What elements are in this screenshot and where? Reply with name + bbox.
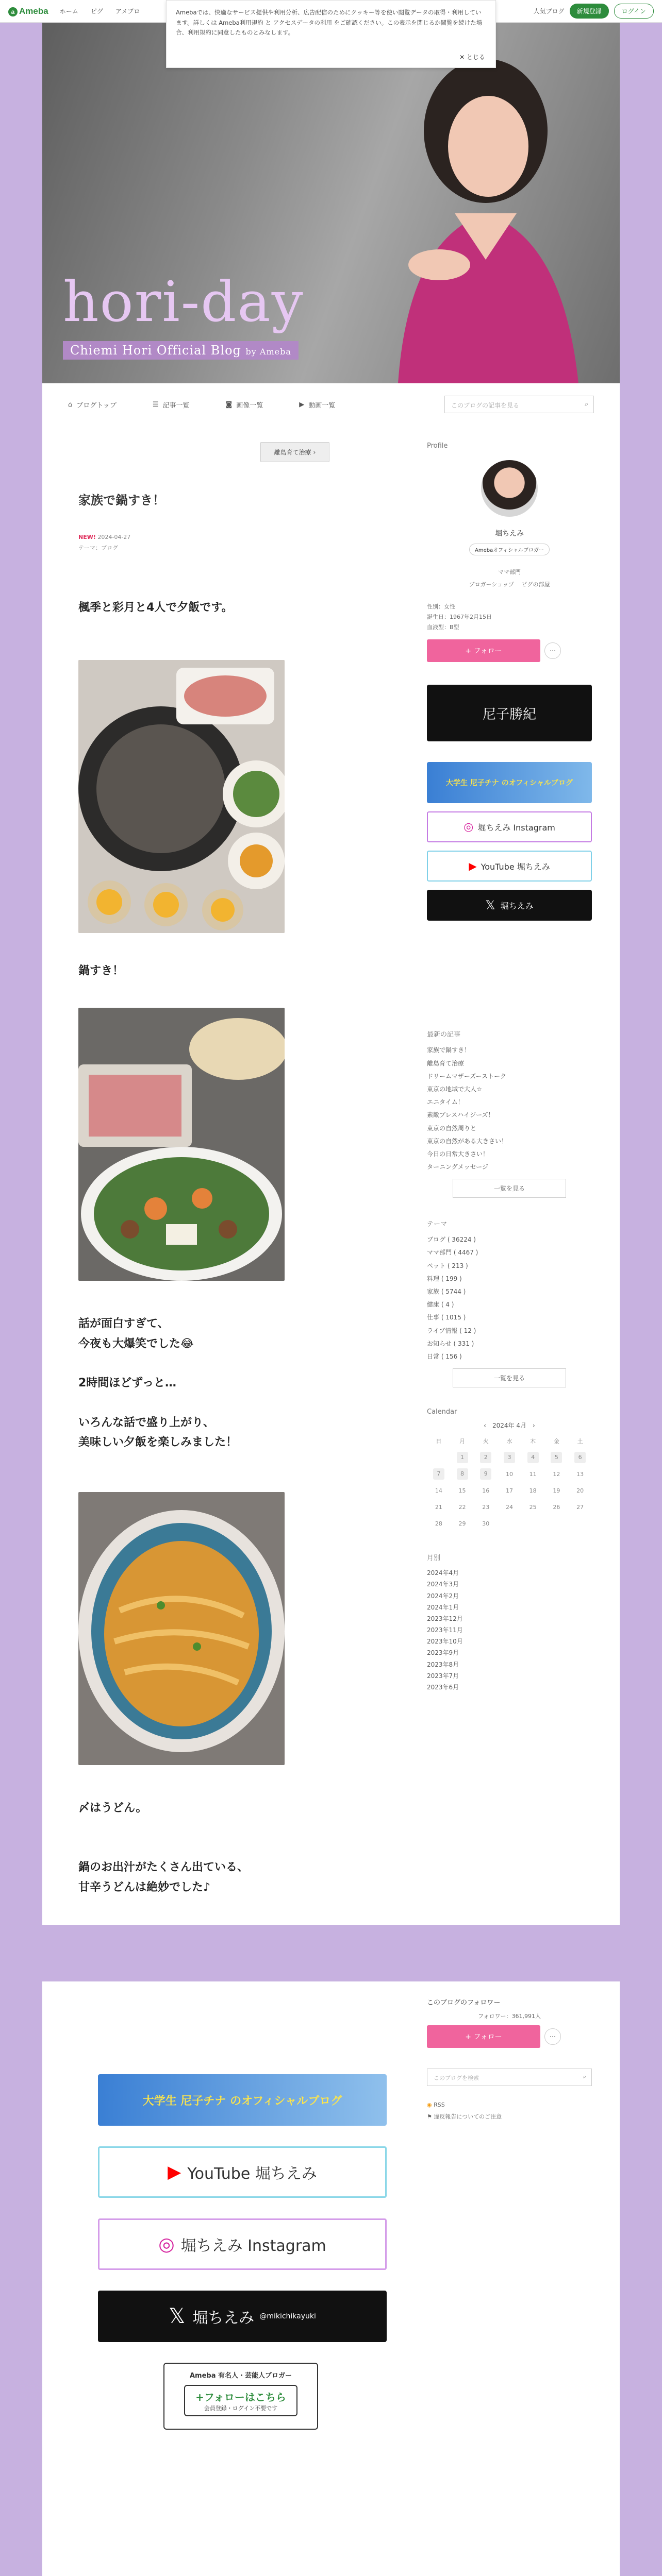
- search-icon: ⌕: [585, 400, 588, 408]
- x-banner[interactable]: 𝕏 堀ちえみ: [427, 890, 592, 921]
- entry-photo-3[interactable]: [78, 1492, 285, 1765]
- profile-info: 性別：女性 誕生日：1967年2月15日 血液型：B型: [427, 603, 492, 631]
- theme-item[interactable]: ブログ ( 36224 ): [427, 1236, 476, 1244]
- recent-item[interactable]: 家族で鍋すき！: [427, 1046, 471, 1054]
- login-button[interactable]: ログイン: [614, 4, 654, 19]
- archive-item[interactable]: 2024年1月: [427, 1603, 459, 1611]
- themes-list: [427, 1233, 592, 1363]
- entry-photo-2[interactable]: [78, 1008, 285, 1281]
- rss-icon: ◉: [427, 2102, 432, 2108]
- youtube-icon: ▶: [168, 2162, 181, 2182]
- cookie-notice: [166, 0, 496, 68]
- profile-avatar[interactable]: [481, 460, 538, 517]
- recent-item[interactable]: 東京の地域で大人☆: [427, 1085, 482, 1093]
- calendar-day[interactable]: 4: [521, 1449, 545, 1466]
- content-area-upper: [42, 426, 620, 1925]
- theme-item[interactable]: 家族 ( 5744 ): [427, 1288, 466, 1296]
- ameba-follow-banner[interactable]: Ameba 有名人・芸能人ブロガー +フォローはこちら 会員登録・ログイン不要です: [163, 2363, 318, 2430]
- calendar-day[interactable]: 7: [427, 1466, 451, 1482]
- blog-title: hori-day: [63, 270, 304, 334]
- entry-paragraph-4: 〆はうどん。: [78, 1802, 147, 1815]
- archive-item[interactable]: 2024年4月: [427, 1569, 459, 1577]
- recent-item[interactable]: 今日の日常大きさい！: [427, 1150, 489, 1158]
- archive-list: [427, 1567, 592, 1693]
- calendar-day[interactable]: 2: [474, 1449, 498, 1466]
- archive-item[interactable]: 2024年3月: [427, 1581, 459, 1588]
- udon-illustration: [78, 1492, 285, 1765]
- cookie-notice-text: Amebaでは、快適なサービス提供や利用分析、広告配信のためにクッキー等を使い閲覧データの取得・利用しています。詳しくは Ameba利用規約 と アクセスデータの利用 をご確認ください。この表示を閉じるか閲覧を続けた場合、利用規約に同意したものとみなします。: [176, 9, 483, 37]
- footer-x-banner[interactable]: 𝕏 堀ちえみ @mikichikayuki: [98, 2291, 387, 2342]
- footer-instagram-banner[interactable]: ◎ 堀ちえみ Instagram: [98, 2218, 387, 2270]
- archive-item[interactable]: 2023年12月: [427, 1615, 463, 1622]
- calendar-heading: Calendar: [427, 1408, 457, 1416]
- report-link[interactable]: ⚑ 違反報告についてのご注意: [427, 2113, 502, 2120]
- archive-item[interactable]: 2023年8月: [427, 1660, 459, 1668]
- flag-icon: ⚑: [427, 2113, 432, 2120]
- entry-paragraph-1: 楓季と彩月と4人で夕飯です。: [78, 601, 233, 614]
- blogger-shop-link[interactable]: ブロガーショップ: [469, 581, 515, 588]
- themes-heading: テーマ: [427, 1221, 448, 1229]
- entry-main: [78, 442, 439, 618]
- ameba-logo[interactable]: a Ameba: [8, 6, 48, 16]
- footer-youtube-banner[interactable]: ▶ YouTube 堀ちえみ: [98, 2146, 387, 2198]
- sidebar-search-input[interactable]: このブログを検索 ⌕: [427, 2069, 592, 2086]
- recent-list: [427, 1044, 592, 1174]
- instagram-icon: ◎: [158, 2233, 175, 2255]
- calendar-day[interactable]: 8: [451, 1466, 474, 1482]
- nav-video-list[interactable]: ▶ 動画一覧: [299, 400, 336, 410]
- entry-theme-link[interactable]: テーマ：ブログ: [78, 545, 118, 551]
- archive-heading: 月別: [427, 1554, 441, 1563]
- follower-follow-button[interactable]: + フォロー: [427, 2025, 540, 2048]
- youtube-banner[interactable]: ▶ YouTube 堀ちえみ: [427, 851, 592, 882]
- blog-search-input[interactable]: このブログの記事を見る ⌕: [444, 396, 594, 413]
- official-blog-banner[interactable]: 大学生 尼子チナ のオフィシャルブログ: [427, 762, 592, 803]
- calendar: ‹ 2024年 4月 › 日 月 火 水 木 金 土 1 2 3 4 5 6 7 8 9 10 11 12 13 14 15 16 17 18 19 20 21 22 23 24 25 26 27 28 29 30: [427, 1421, 592, 1532]
- archive-item[interactable]: 2023年7月: [427, 1672, 459, 1680]
- theme-item[interactable]: 健康 ( 4 ): [427, 1301, 454, 1309]
- entry-paragraph-2: 鍋すき！: [78, 964, 124, 977]
- archive-item[interactable]: 2023年10月: [427, 1638, 463, 1646]
- follower-heading: このブログのフォロワー: [427, 1999, 501, 2007]
- header-portrait: [367, 43, 584, 383]
- theme-item[interactable]: お知らせ ( 331 ): [427, 1340, 474, 1347]
- calendar-month: 2024年 4月: [492, 1422, 526, 1430]
- more-options-icon[interactable]: ⋯: [544, 642, 561, 659]
- theme-item[interactable]: 日常 ( 156 ): [427, 1352, 462, 1360]
- nav-home[interactable]: ホーム: [59, 8, 78, 15]
- popular-blogs-link[interactable]: 人気ブログ: [533, 8, 565, 15]
- theme-item[interactable]: 料理 ( 199 ): [427, 1275, 462, 1282]
- official-blogger-badge: Amebaオフィシャルブロガー: [469, 544, 550, 555]
- search-icon: ⌕: [583, 2073, 586, 2080]
- recent-heading: 最新の記事: [427, 1031, 461, 1039]
- entry-paragraph-3: 話が面白すぎて、 今夜も大爆笑でした😂 2時間ほどずっと… いろんな話で盛り上がり、 美味しい夕飯を楽しみました！: [78, 1317, 238, 1449]
- calendar-next-icon[interactable]: ›: [533, 1422, 535, 1430]
- youtube-icon: ▶: [469, 860, 477, 873]
- recent-item[interactable]: 東京の自然がある大きさい！: [427, 1137, 508, 1145]
- profile-name[interactable]: 堀ちえみ: [495, 530, 524, 538]
- archive-item[interactable]: 2023年6月: [427, 1684, 459, 1691]
- nav-image-list[interactable]: ◙ 画像一覧: [225, 400, 263, 410]
- calendar-day[interactable]: 1: [451, 1449, 474, 1466]
- calendar-day[interactable]: 6: [568, 1449, 592, 1466]
- more-options-icon[interactable]: ⋯: [544, 2028, 561, 2045]
- recent-item[interactable]: エニタイム！: [427, 1098, 464, 1106]
- signup-button[interactable]: 新規登録: [570, 4, 609, 19]
- entry-photo-1[interactable]: [78, 660, 285, 933]
- instagram-banner[interactable]: ◎ 堀ちえみ Instagram: [427, 811, 592, 842]
- recent-item[interactable]: 素敵ブレスハイジーズ！: [427, 1111, 494, 1119]
- x-icon: 𝕏: [485, 898, 495, 913]
- nabe-ingredients-illustration: [78, 1008, 285, 1281]
- profile-heading: Profile: [427, 442, 448, 450]
- video-icon: ▶: [299, 400, 305, 409]
- nav-entry-list[interactable]: ☰ 記事一覧: [152, 400, 190, 410]
- prev-entry-button[interactable]: 離島育て治療 ›: [260, 442, 330, 462]
- theme-item[interactable]: 仕事 ( 1015 ): [427, 1314, 466, 1321]
- nav-ameblo[interactable]: アメブロ: [115, 8, 140, 15]
- book-banner[interactable]: 尼子勝紀: [427, 685, 592, 741]
- nav-pigg[interactable]: ピグ: [90, 8, 103, 15]
- content-area-lower: [42, 1981, 620, 2576]
- blog-subtitle: Chiemi Hori Official Blog by Ameba: [63, 341, 299, 360]
- calendar-day[interactable]: 5: [545, 1449, 569, 1466]
- theme-item[interactable]: ペット ( 213 ): [427, 1262, 468, 1269]
- calendar-day[interactable]: 9: [474, 1466, 498, 1482]
- x-icon: 𝕏: [169, 2304, 186, 2328]
- cookie-notice-close-button[interactable]: ✕ とじる: [459, 53, 485, 61]
- sidebar-lower: [427, 1997, 592, 2121]
- global-nav: [60, 7, 151, 15]
- calendar-prev-icon[interactable]: ‹: [484, 1422, 486, 1430]
- instagram-icon: ◎: [464, 820, 474, 834]
- footer-official-blog-banner[interactable]: 大学生 尼子チナ のオフィシャルブログ: [98, 2074, 387, 2126]
- rss-link[interactable]: ◉ RSS: [427, 2102, 445, 2108]
- camera-icon: ◙: [225, 400, 233, 409]
- recent-more-button[interactable]: 一覧を見る: [453, 1179, 566, 1198]
- blog-header[interactable]: [42, 23, 620, 383]
- list-icon: ☰: [152, 400, 159, 409]
- archive-item[interactable]: 2023年9月: [427, 1649, 459, 1657]
- theme-item[interactable]: ライブ情報 ( 12 ): [427, 1327, 476, 1334]
- entry-title: 家族で鍋すき！: [78, 493, 165, 507]
- archive-item[interactable]: 2023年11月: [427, 1626, 463, 1634]
- recent-item[interactable]: 離島育て治療: [427, 1059, 465, 1067]
- themes-more-button[interactable]: 一覧を見る: [453, 1368, 566, 1387]
- theme-item[interactable]: ママ部門 ( 4467 ): [427, 1249, 478, 1257]
- nav-blog-top[interactable]: ⌂ ブログトップ: [68, 400, 117, 410]
- calendar-day[interactable]: 3: [498, 1449, 521, 1466]
- home-icon: ⌂: [68, 400, 73, 409]
- hotpot-illustration: [78, 660, 285, 933]
- profile-links: [427, 580, 592, 588]
- recent-item[interactable]: ドリームマザーズーストーク: [427, 1072, 506, 1080]
- profile-genre[interactable]: ママ部門: [498, 569, 521, 575]
- blog-nav: [42, 383, 620, 426]
- archive-item[interactable]: 2024年2月: [427, 1592, 459, 1600]
- profile-follow-button[interactable]: + フォロー: [427, 639, 540, 662]
- entry-meta: NEW! 2024-04-27: [78, 534, 131, 540]
- entry-paragraph-5: 鍋のお出汁がたくさん出ている、 甘辛うどんは絶妙でした♪: [78, 1861, 249, 1894]
- follower-count: フォロワー：361,991人: [478, 2013, 541, 2020]
- sidebar-upper: [427, 442, 592, 1693]
- recent-item[interactable]: ターニングメッセージ: [427, 1163, 488, 1171]
- pigg-room-link[interactable]: ピグの部屋: [521, 581, 550, 588]
- recent-item[interactable]: 東京の自然周りと: [427, 1124, 477, 1132]
